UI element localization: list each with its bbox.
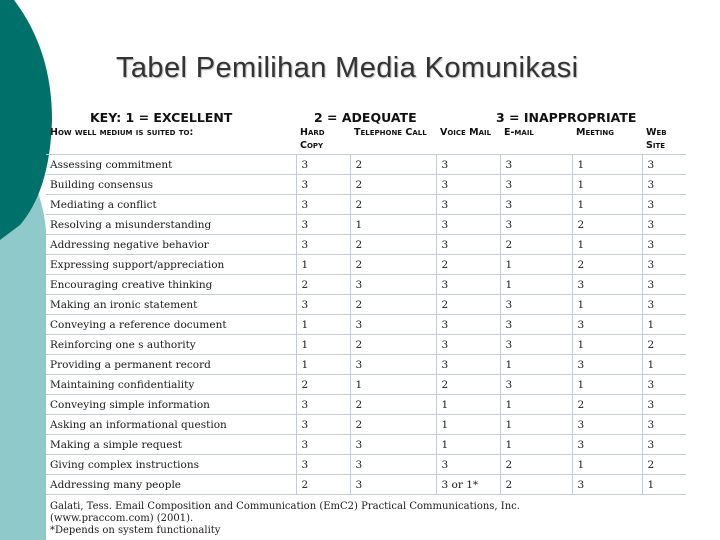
rating-cell: 1: [572, 295, 642, 315]
table-body: [46, 155, 686, 495]
task-cell: Addressing negative behavior: [46, 235, 296, 255]
rating-cell: 1: [296, 255, 350, 275]
rating-cell: 3: [642, 255, 686, 275]
rating-cell: 1: [572, 375, 642, 395]
rating-cell: 1: [500, 415, 572, 435]
rating-cell: 1: [436, 395, 500, 415]
rating-key: [46, 110, 686, 126]
rating-cell: 2: [500, 455, 572, 475]
rating-cell: 1: [500, 275, 572, 295]
rating-cell: 3: [350, 435, 436, 455]
task-cell: Reinforcing one s authority: [46, 335, 296, 355]
rating-cell: 3: [642, 155, 686, 175]
table-row: [46, 255, 686, 275]
rating-cell: 1: [642, 355, 686, 375]
header-hard-copy: Hard Copy: [300, 127, 325, 151]
task-cell: Encouraging creative thinking: [46, 275, 296, 295]
rating-cell: 2: [500, 475, 572, 495]
rating-cell: 3: [436, 195, 500, 215]
task-cell: Giving complex instructions: [46, 455, 296, 475]
rating-cell: 2: [350, 175, 436, 195]
task-cell: Providing a permanent record: [46, 355, 296, 375]
rating-cell: 2: [572, 215, 642, 235]
teal-dark-arc: [0, 0, 52, 240]
rating-cell: 3: [436, 175, 500, 195]
header-voice-mail: Voice Mail: [440, 127, 492, 138]
footnote: *Depends on system functionality: [50, 525, 221, 536]
rating-cell: 3: [500, 315, 572, 335]
rating-cell: 3: [436, 335, 500, 355]
rating-cell: 3: [296, 215, 350, 235]
task-cell: Addressing many people: [46, 475, 296, 495]
rating-cell: 1: [296, 355, 350, 375]
table-header-row: [46, 126, 686, 155]
rating-cell: 3: [296, 195, 350, 215]
task-cell: Making an ironic statement: [46, 295, 296, 315]
rating-cell: 2: [296, 475, 350, 495]
rating-cell: 3 or 1*: [436, 475, 500, 495]
rating-cell: 2: [500, 235, 572, 255]
rating-cell: 2: [436, 375, 500, 395]
rating-cell: 3: [296, 155, 350, 175]
table-row: [46, 335, 686, 355]
rating-cell: 3: [296, 395, 350, 415]
rating-cell: 2: [642, 455, 686, 475]
task-cell: Assessing commitment: [46, 155, 296, 175]
rating-cell: 3: [500, 215, 572, 235]
rating-cell: 3: [436, 355, 500, 375]
table-row: [46, 315, 686, 335]
table-row: [46, 175, 686, 195]
task-cell: Resolving a misunderstanding: [46, 215, 296, 235]
rating-cell: 1: [296, 335, 350, 355]
header-web-site: Web Site: [646, 127, 667, 151]
rating-cell: 3: [500, 295, 572, 315]
rating-cell: 2: [572, 395, 642, 415]
rating-cell: 1: [572, 155, 642, 175]
task-cell: Building consensus: [46, 175, 296, 195]
rating-cell: 3: [500, 375, 572, 395]
rating-cell: 3: [350, 455, 436, 475]
header-telephone-call: Telephone Call: [354, 127, 427, 138]
rating-cell: 3: [642, 435, 686, 455]
rating-cell: 2: [642, 335, 686, 355]
task-cell: Conveying simple information: [46, 395, 296, 415]
rating-cell: 2: [350, 395, 436, 415]
rating-cell: 3: [296, 415, 350, 435]
rating-cell: 3: [572, 315, 642, 335]
table-row: [46, 475, 686, 495]
rating-cell: 3: [296, 435, 350, 455]
rating-cell: 2: [350, 155, 436, 175]
media-selection-table-figure: [46, 110, 686, 537]
rating-cell: 2: [296, 375, 350, 395]
rating-cell: 3: [436, 315, 500, 335]
media-rating-table: [46, 126, 686, 495]
task-cell: Conveying a reference document: [46, 315, 296, 335]
rating-cell: 2: [572, 255, 642, 275]
rating-cell: 3: [642, 395, 686, 415]
table-row: [46, 355, 686, 375]
rating-cell: 1: [350, 215, 436, 235]
rating-cell: 3: [642, 275, 686, 295]
rating-cell: 3: [350, 275, 436, 295]
rating-cell: 1: [572, 235, 642, 255]
rating-cell: 2: [436, 295, 500, 315]
table-row: [46, 395, 686, 415]
rating-cell: 1: [642, 315, 686, 335]
table-row: [46, 215, 686, 235]
rating-cell: 3: [436, 275, 500, 295]
rating-cell: 3: [572, 415, 642, 435]
table-row: [46, 455, 686, 475]
rating-cell: 2: [350, 335, 436, 355]
rating-cell: 2: [350, 195, 436, 215]
key-inappropriate: 3 = INAPPROPRIATE: [496, 110, 637, 125]
rating-cell: 1: [436, 415, 500, 435]
rating-cell: 3: [572, 275, 642, 295]
header-email: E-mail: [504, 127, 534, 138]
rating-cell: 3: [642, 415, 686, 435]
rating-cell: 3: [350, 315, 436, 335]
task-cell: Mediating a conflict: [46, 195, 296, 215]
source-citation-line-2: (www.praccom.com) (2001).: [50, 513, 194, 524]
rating-cell: 3: [500, 155, 572, 175]
header-meeting: Meeting: [576, 127, 615, 138]
rating-cell: 3: [500, 335, 572, 355]
rating-cell: 2: [350, 255, 436, 275]
rating-cell: 3: [296, 295, 350, 315]
task-cell: Expressing support/appreciation: [46, 255, 296, 275]
rating-cell: 3: [642, 295, 686, 315]
rating-cell: 3: [572, 435, 642, 455]
rating-cell: 2: [436, 255, 500, 275]
source-notes: [46, 501, 686, 537]
rating-cell: 3: [642, 195, 686, 215]
rating-cell: 1: [642, 475, 686, 495]
rating-cell: 3: [500, 175, 572, 195]
rating-cell: 1: [572, 455, 642, 475]
rating-cell: 1: [500, 355, 572, 375]
rating-cell: 1: [500, 255, 572, 275]
table-row: [46, 275, 686, 295]
header-question: How well medium is suited to:: [50, 127, 194, 138]
rating-cell: 2: [296, 275, 350, 295]
rating-cell: 3: [642, 215, 686, 235]
rating-cell: 2: [350, 415, 436, 435]
table-row: [46, 415, 686, 435]
rating-cell: 1: [296, 315, 350, 335]
rating-cell: 1: [350, 375, 436, 395]
table-row: [46, 375, 686, 395]
table-row: [46, 435, 686, 455]
source-citation-line-1: Galati, Tess. Email Composition and Communication (EmC2) Practical Communications, Inc.: [50, 501, 520, 512]
rating-cell: 1: [572, 335, 642, 355]
rating-cell: 3: [296, 235, 350, 255]
rating-cell: 1: [500, 435, 572, 455]
table-row: [46, 155, 686, 175]
table-row: [46, 195, 686, 215]
rating-cell: 3: [642, 175, 686, 195]
rating-cell: 3: [350, 355, 436, 375]
rating-cell: 3: [436, 235, 500, 255]
rating-cell: 1: [500, 395, 572, 415]
rating-cell: 1: [572, 195, 642, 215]
rating-cell: 1: [572, 175, 642, 195]
rating-cell: 3: [642, 235, 686, 255]
rating-cell: 2: [350, 295, 436, 315]
rating-cell: 3: [296, 175, 350, 195]
slide-title: Tabel Pemilihan Media Komunikasi: [116, 52, 579, 84]
key-adequate: 2 = ADEQUATE: [314, 110, 417, 125]
rating-cell: 3: [350, 475, 436, 495]
task-cell: Maintaining confidentiality: [46, 375, 296, 395]
task-cell: Asking an informational question: [46, 415, 296, 435]
table-row: [46, 295, 686, 315]
rating-cell: 3: [572, 475, 642, 495]
rating-cell: 3: [500, 195, 572, 215]
table-row: [46, 235, 686, 255]
rating-cell: 3: [436, 455, 500, 475]
rating-cell: 2: [350, 235, 436, 255]
rating-cell: 3: [296, 455, 350, 475]
rating-cell: 3: [572, 355, 642, 375]
rating-cell: 3: [436, 155, 500, 175]
task-cell: Making a simple request: [46, 435, 296, 455]
rating-cell: 3: [436, 215, 500, 235]
rating-cell: 3: [642, 375, 686, 395]
rating-cell: 1: [436, 435, 500, 455]
key-excellent: KEY: 1 = EXCELLENT: [90, 110, 233, 125]
